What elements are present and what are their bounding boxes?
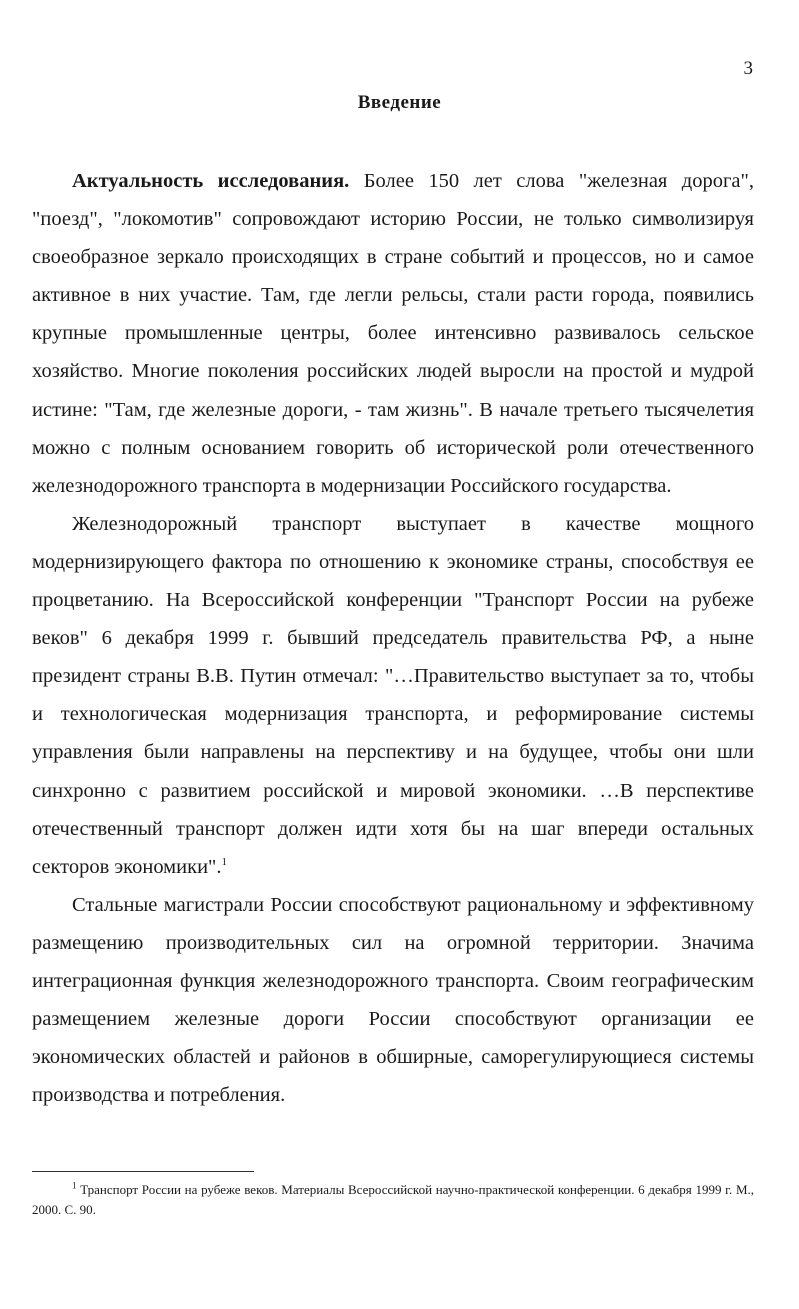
paragraph-2-text: Железнодорожный транспорт выступает в качестве мощного модернизирующего фактора по отношению к экономике страны, способствуя ее процветанию. На Всероссийской конференции "Транспорт России на рубеже веков" 6 декабря 1999 г. бывший председатель правительства РФ, а ныне президент страны В.В. Путин отмечал: "…Правительство выступает за то, чтобы и технологическая модернизация транспорта, и реформирование системы управления были направлены на перспективу и на будущее, чтобы они шли синхронно с развитием российской и мировой экономики. …В перспективе отечественный транспорт должен идти хотя бы на шаг впереди остальных секторов экономики". (32, 512, 754, 878)
page-number: 3 (743, 58, 753, 79)
paragraph-1 (32, 162, 754, 505)
paragraph-3-text: Стальные магистрали России способствуют рациональному и эффективному размещению производительных сил на огромной территории. Значима интеграционная функция железнодорожного транспорта. Своим географическим размещением железные дороги России способствуют организации ее экономических областей и районов в обширные, саморегулирующиеся системы производства и потребления. (32, 893, 754, 1107)
footnote (32, 1180, 754, 1220)
paragraph-1-lead: Актуальность исследования. (72, 170, 350, 192)
footnote-reference[interactable]: 1 (221, 855, 228, 868)
paragraph-3 (32, 886, 754, 1115)
body-text (32, 162, 754, 1114)
footnote-text: Транспорт России на рубеже веков. Материалы Всероссийской научно-практической конференции. 6 декабря 1999 г. М., 2000. С. 90. (32, 1182, 754, 1217)
footnote-divider (32, 1171, 254, 1172)
paragraph-2 (32, 505, 754, 886)
paragraph-1-text: Более 150 лет слова "железная дорога", "поезд", "локомотив" сопровождают историю России, не только символизируя своеобразное зеркало происходящих в стране событий и процессов, но и самое активное в них участие. Там, где легли рельсы, стали расти города, появились крупные промышленные центры, более интенсивно развивалось сельское хозяйство. Многие поколения российских людей выросли на простой и мудрой истине: "Там, где железные дороги, - там жизнь". В начале третьего тысячелетия можно с полным основанием говорить об исторической роли отечественного железнодорожного транспорта в модернизации Российского государства. (32, 170, 754, 497)
footnote-marker: 1 (72, 1180, 77, 1191)
page-title: Введение (357, 92, 442, 113)
